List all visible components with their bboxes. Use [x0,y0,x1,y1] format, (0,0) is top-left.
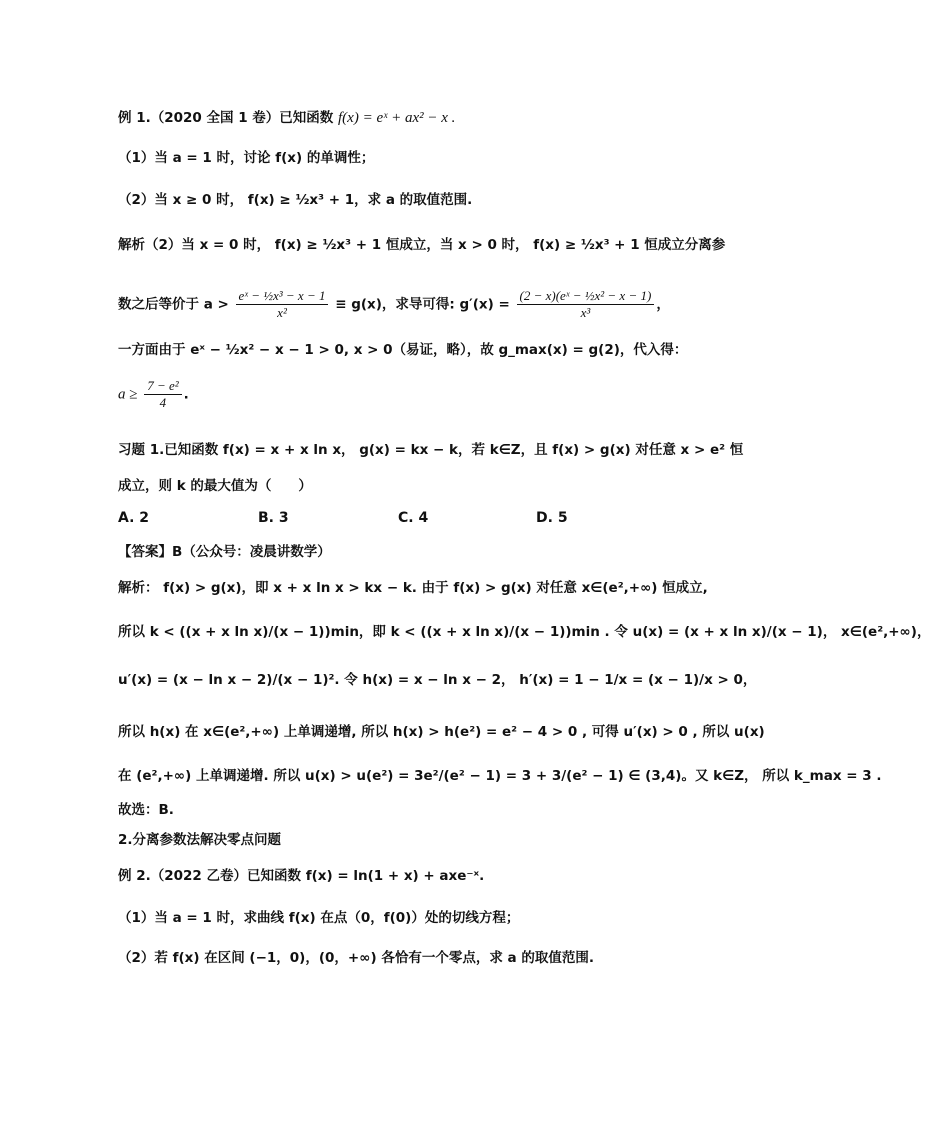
answer-line: 【答案】B（公众号：凌晨讲数学） [118,544,331,560]
solution-1-line2: 数之后等价于 a > $\frac{\text{eˣ − ½x³ − x − 1}}{\text{x²}}$ ≡ g(x)，求导可得: g′(x) = $\frac{\text{(2 − x)(eˣ − ½x² − x − 1)}}{\text{x³}}$ ， [118,288,670,320]
fraction-answer: $\frac{\text{7 − e²}}{4}$ [144,378,181,411]
solution-1-line4: a ≥ $\frac{\text{7 − e²}}{4}$ . [118,378,189,410]
analysis-line1: 解析： f(x) > g(x)，即 x + x ln x > kx − k. 由于 f(x) > g(x) 对任意 x∈(e²,+∞) 恒成立, [118,580,708,596]
exercise-1-line1: 习题 1.已知函数 f(x) = x + x ln x， g(x) = kx − k，若 k∈Z，且 f(x) > g(x) 对任意 x > e² 恒 [118,442,744,458]
analysis-line5: 在 (e²,+∞) 上单调递增. 所以 u(x) > u(e²) = 3e²/(e² − 1) = 3 + 3/(e² − 1) ∈ (3,4)。又 k∈Z， 所以 k_max = 3 . [118,768,882,784]
solution-1-line1: 解析（2）当 x = 0 时， f(x) ≥ ½x³ + 1 恒成立，当 x > 0 时， f(x) ≥ ½x³ + 1 恒成立分离参 [118,237,726,253]
example-1-title: 例 1.（2020 全国 1 卷）已知函数 f(x) = eˣ + ax² − x . [118,110,456,126]
analysis-line4: 所以 h(x) 在 x∈(e²,+∞) 上单调递增, 所以 h(x) > h(e²) = e² − 4 > 0 , 可得 u′(x) > 0 , 所以 u(x) [118,724,765,740]
analysis-line2: 所以 k < ((x + x ln x)/(x − 1))min，即 k < ((x + x ln x)/(x − 1))min . 令 u(x) = (x + x ln x)/(x − 1)， x∈(e²,+∞)， [118,624,930,640]
example-1-q1: （1）当 a = 1 时，讨论 f(x) 的单调性； [118,150,375,166]
option-c: C. 4 [398,510,429,526]
analysis-line3: u′(x) = (x − ln x − 2)/(x − 1)². 令 h(x) = x − ln x − 2， h′(x) = 1 − 1/x = (x − 1)/x > 0， [118,672,757,688]
solution-1-line3: 一方面由于 eˣ − ½x² − x − 1 > 0, x > 0（易证，略），故 g_max(x) = g(2)，代入得： [118,342,688,358]
option-b: B. 3 [258,510,289,526]
example-1-q2: （2）当 x ≥ 0 时， f(x) ≥ ½x³ + 1，求 a 的取值范围. [118,192,473,208]
fraction-g-prime: $\frac{\text{(2 − x)(eˣ − ½x² − x − 1)}}{\text{x³}}$ [517,288,655,321]
option-a: A. 2 [118,510,150,526]
example-2-q2: （2）若 f(x) 在区间 (−1，0)，(0，+∞) 各恰有一个零点，求 a 的取值范围. [118,950,594,966]
example-2-q1: （1）当 a = 1 时，求曲线 f(x) 在点（0，f(0)）处的切线方程； [118,910,520,926]
analysis-line6: 故选：B. [118,802,174,818]
example-2-title: 例 2.（2022 乙卷）已知函数 f(x) = ln(1 + x) + axe⁻ˣ. [118,868,485,884]
section-2-title: 2.分离参数法解决零点问题 [118,832,282,848]
exercise-1-line2: 成立，则 k 的最大值为（ ） [118,478,312,494]
option-d: D. 5 [536,510,568,526]
fraction-g: $\frac{\text{eˣ − ½x³ − x − 1}}{\text{x²}}$ [236,288,329,321]
